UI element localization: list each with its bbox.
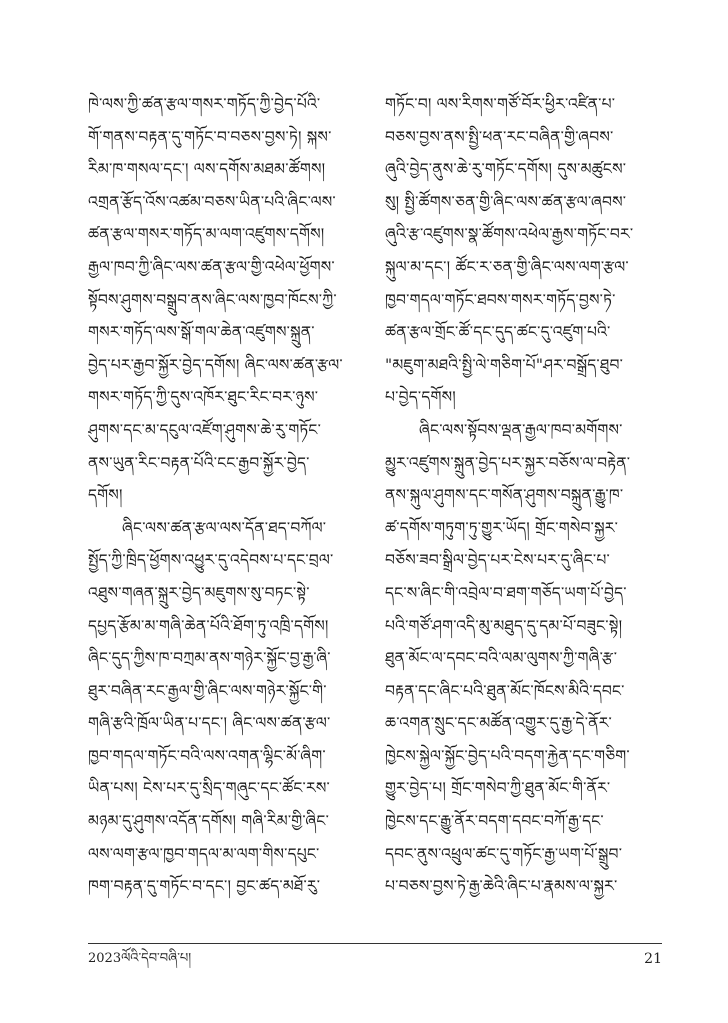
text-line: "མཇུག་མཐའི་སྤྱི་ལེ་གཅིག་པོ"ཤར་བསྒྲོད་ཐུབ་ [385,355,624,374]
text-line: ཁྱབ་གདལ་གཏོང་ཐབས་གསར་གཏོད་བྱས་ཏེ་ [385,290,616,309]
text-line: ཚ་དགོས་གཏུག་ཏུ་གྱུར་ཡོད། གྲོང་གསེབ་སྐྱར་ [385,518,619,537]
text-line: གཞི་རྩའི་ཁྲོལ་ཡིན་པ་དང་། ཞིང་ལས་ཚན་རྩལ་ [88,714,331,733]
text-line: ཁྱེངས་སྐྱེལ་སྐྱོང་བྱེད་པའི་བདག་རྐྱེན་དང་གཅིག་ [385,746,630,765]
text-line: ཚན་རྩལ་གསར་གཏོད་མ་ལག་འཛུགས་དགོས། [88,225,325,244]
text-line: ཞིང་ལས་སྟོབས་ལྡན་རྒྱལ་ཁབ་མགོགས་ [419,420,623,439]
text-line: གྱུར་བྱེད་པ། གྲོང་གསེབ་ཀྱི་ཐུན་མོང་གི་ནོར་ [385,779,611,798]
text-line: སུ། སྤྱི་ཚོགས་ཅན་གྱི་ཞིང་ལས་ཚན་རྩལ་ཞབས་ [385,192,627,211]
text-line: ནས་ཡུན་རིང་བརྟན་པོའི་ངང་རྒྱབ་སྐྱོར་བྱེད་ [88,453,310,472]
text-line: ཡིན་པས། ངེས་པར་དུ་སྲིད་གཞུང་དང་ཚོང་རས་ [88,779,330,798]
page-number: 21 [644,951,662,967]
text-line: ཐུན་མོང་ལ་དབང་བའི་ལམ་ལུགས་ཀྱི་གཞི་རྩ་ [385,649,618,668]
text-line: ལས་ལག་རྩལ་ཁྱབ་གདལ་མ་ལག་གིས་དཔུང་ [88,844,320,863]
text-line: སྟོབས་ཤུགས་བསྒྲུབ་ནས་ཞིང་ལས་ཁྱབ་ཁོངས་ཀྱི་ [88,290,337,309]
text-line: གསར་གཏོད་ཀྱི་དུས་འཁོར་ཐུང་རིང་བར་ཉུས་ [88,388,319,407]
text-line: གོ་གནས་བརྟན་དུ་གཏོང་བ་བཅས་བྱས་ཏེ། སྐས་ [88,127,332,146]
text-line: འགྲན་རྩོད་འོས་འཚམ་བཅས་ཡིན་པའི་ཞིང་ལས་ [88,192,336,211]
text-line: ཞིང་དུད་ཀྱིས་ཁ་བཀྲམ་ནས་གཉེར་སྐྱོང་བྱ་རྒྱ་ཞི་ [88,649,331,668]
text-line: ཐུར་བཞིན་རང་རྒྱལ་གྱི་ཞིང་ལས་གཉེར་སྐྱོང་གི་ [88,681,327,700]
text-line: པ་བཅས་བྱས་ཏེ་རྒྱ་ཆེའི་ཞིང་པ་རྣམས་ལ་སྐྱར་ [385,877,618,896]
text-line: དབང་ནུས་འཕྲུལ་ཚང་དུ་གཏོང་རྒྱ་ཡག་པོ་སྒྲུབ་ [385,844,623,863]
text-line: མཉམ་དུ་ཤུགས་འདོན་དགོས། གཞི་རིམ་གྱི་ཞིང་ [88,812,330,831]
text-line: ཁྱབ་གདལ་གཏོང་བའི་ལས་འགན་ལྷིང་མོ་ཞིག་ [88,746,326,765]
text-line: དཔྱད་རྩོམ་མ་གཞི་ཆེན་པོའི་ཐོག་ཏུ་འཁྲི་དགོས། [88,616,329,635]
left-text-column [88,88,380,903]
text-line: དང་ས་ཞིང་གི་འབྲེལ་བ་ཐག་གཅོད་ཡག་པོ་བྱེད་ [385,583,627,602]
text-line: མྱུར་འཛུགས་སྐྲུན་བྱེད་པར་སྐྱར་བཅོས་ལ་བརྟེན་ [385,453,631,472]
text-line: པའི་གཙོ་ཤག་འདི་མུ་མཐུད་དུ་དམ་པོ་བཟུང་སྟེ། [385,616,623,635]
text-line: བཅོས་ཟབ་སྒྲིལ་བྱེད་པར་ངེས་པར་དུ་ཞིང་པ་ [385,551,610,570]
text-line: དགོས། [88,486,123,505]
right-text-column [385,88,677,903]
text-line: ཁེ་ལས་ཀྱི་ཚན་རྩལ་གསར་གཏོད་ཀྱི་བྱེད་པོའི་ [88,95,321,113]
text-line: ཞིང་ལས་ཚན་རྩལ་ལས་དོན་ཐད་བཀོལ་ [122,518,327,537]
text-line: ཁག་བརྟན་དུ་གཏོང་བ་དང་། བྱང་ཚད་མཐོ་རུ་ [88,877,321,896]
text-line: རིམ་ཁ་གསལ་དང་། ལས་དགོས་མཐམ་ཚོགས། [88,160,326,179]
text-line: བྱེད་པར་རྒྱབ་སྐྱོར་བྱེད་དགོས། ཞིང་ལས་ཚན་རྩལ་ [88,355,343,374]
text-line: བརྟན་དང་ཞིང་པའི་ཐུན་མོང་ཁོངས་མིའི་དབང་ [385,681,625,700]
footer-divider [88,943,662,944]
text-line: ཞུའི་རྩ་འཛུགས་སྣ་ཚོགས་འཕེལ་རྒྱས་གཏོང་བར་ [385,225,634,244]
text-line: འཐུས་གཞན་སྐྲུར་བྱེད་མཇུགས་སུ་བཏང་སྟེ་ [88,583,310,602]
text-line: ཚན་རྩལ་གྲོང་ཚོ་དང་དུད་ཚང་དུ་འཛུག་པའི་ [385,323,611,342]
text-line: ཆ་འགན་སྲུང་དང་མཚོན་འགྱུར་དུ་རྒྱ་དེ་ནོར་ [385,714,613,733]
text-line: པ་བྱེད་དགོས། [385,388,456,407]
text-line: གཏོང་བ། ལས་རིགས་གཙོ་བོར་ཕྱིར་འཛིན་པ་ [385,95,616,113]
text-line: རྒྱལ་ཁབ་ཀྱི་ཞིང་ལས་ཚན་རྩལ་གྱི་འཕེལ་ཕྱོགས་ [88,257,335,276]
text-line: ནས་སྐུལ་ཤུགས་དང་གསོན་ཤུགས་བསྐྲུན་རྒྱུ་ཁ་ [385,486,624,505]
text-line: བཅས་བྱས་ནས་སྤྱི་ཕན་རང་བཞིན་གྱི་ཞབས་ [385,127,614,146]
text-line: གསར་གཏོད་ལས་སྒོ་གལ་ཆེན་འཛུགས་སྐྲུན་ [88,323,315,342]
text-line: ཞུའི་བྱེད་ནུས་ཆེ་རུ་གཏོང་དགོས། དུས་མཚུངས་ [385,160,627,179]
text-line: ཁྱེངས་དང་རྒྱུ་ནོར་བདག་དབང་བཀོ་རྒྱ་དང་ [385,812,604,831]
issue-label: 2023ལོའི་དེབ་བཞི་པ། [88,951,192,966]
text-line: སྤྱོད་ཀྱི་ཁྲིད་ཕྱོགས་འཕྱུར་དུ་འདེབས་པ་དང་བྲལ་ [88,551,334,570]
text-line: ཤུགས་དང་མ་དངུལ་འཛོག་ཤུགས་ཆེ་རུ་གཏོང་ [88,420,322,439]
text-line: སྐུལ་མ་དང་། ཚོང་ར་ཅན་གྱི་ཞིང་ལས་ལག་རྩལ་ [385,257,629,276]
